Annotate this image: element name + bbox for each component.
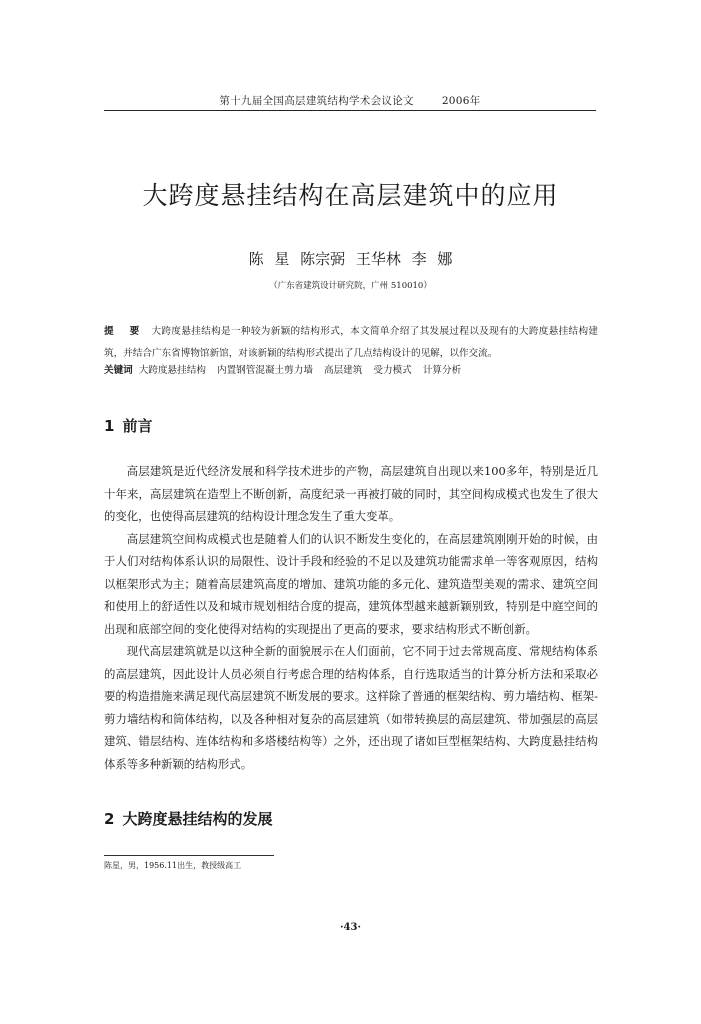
- abstract-label: 提 要: [104, 326, 146, 337]
- running-title: 第十九届全国高层建筑结构学术会议论文: [219, 95, 414, 107]
- footnote-rule: [104, 855, 274, 856]
- paragraph: 高层建筑是近代经济发展和科学技术进步的产物，高层建筑自出现以来100多年，特别是近几十年来，高层建筑在造型上不断创新，高度纪录一再被打破的同时，其空间构成模式也发生了很大的变化，也使得高层建筑的结构设计理念发生了重大变革。: [104, 464, 598, 523]
- header-rule: [104, 110, 596, 111]
- section-number: 1: [104, 417, 115, 435]
- running-header: [104, 93, 596, 108]
- abstract: [104, 321, 598, 365]
- keywords-text: 大跨度悬挂结构 内置钢管混凝土剪力墙 高层建筑 受力模式 计算分析: [138, 365, 462, 376]
- section-number: 2: [104, 810, 115, 828]
- paragraph: 高层建筑空间构成模式也是随着人们的认识不断发生变化的，在高层建筑刚刚开始的时候，由于人们对结构体系认识的局限性、设计手段和经验的不足以及建筑功能需求单一等客观原因，结构以框架形式为主；随着高层建筑高度的增加、建筑功能的多元化、建筑造型美观的需求、建筑空间和使用上的舒适性以及和城市规划相结合度的提高，建筑体型越来越新颖别致，特别是中庭空间的出现和底部空间的变化使得对结构的实现提出了更高的要求，要求结构形式不断创新。: [104, 531, 598, 636]
- author-list: 陈 星 陈宗弼 王华林 李 娜: [248, 250, 453, 268]
- section-title: 前言: [122, 417, 153, 435]
- keywords: [104, 362, 598, 376]
- abstract-text: 大跨度悬挂结构是一种较为新颖的结构形式，本文简单介绍了其发展过程以及现有的大跨度悬挂结构建筑，并结合广东省博物馆新馆，对该新颖的结构形式提出了几点结构设计的见解，以作交流。: [104, 326, 599, 359]
- header-year: 2006年: [441, 95, 481, 107]
- section-title: 大跨度悬挂结构的发展: [122, 810, 273, 828]
- section-heading-1: [104, 415, 152, 436]
- paragraph: 现代高层建筑就是以这种全新的面貌展示在人们面前，它不同于过去常规高度、常规结构体系的高层建筑，因此设计人员必须自行考虑合理的结构体系，自行选取适当的计算分析方法和采取必要的构造措施来满足现代高层建筑不断发展的要求。这样除了普通的框架结构、剪力墙结构、框架-剪力墙结构和筒体结构，以及各种相对复杂的高层建筑（如带转换层的高层建筑、带加强层的高层建筑、错层结构、连体结构和多塔楼结构等）之外，还出现了诸如巨型框架结构、大跨度悬挂结构体系等多种新颖的结构形式。: [104, 644, 598, 771]
- footnote: 陈星，男，1956.11出生，教授级高工: [104, 861, 242, 870]
- section-heading-2: [104, 808, 272, 829]
- affiliation: （广东省建筑设计研究院，广州 510010）: [269, 281, 432, 291]
- page-number: ·43·: [340, 922, 361, 933]
- section-body-1: [104, 460, 598, 775]
- paper-title: 大跨度悬挂结构在高层建筑中的应用: [142, 181, 559, 210]
- keywords-label: 关键词: [104, 365, 133, 376]
